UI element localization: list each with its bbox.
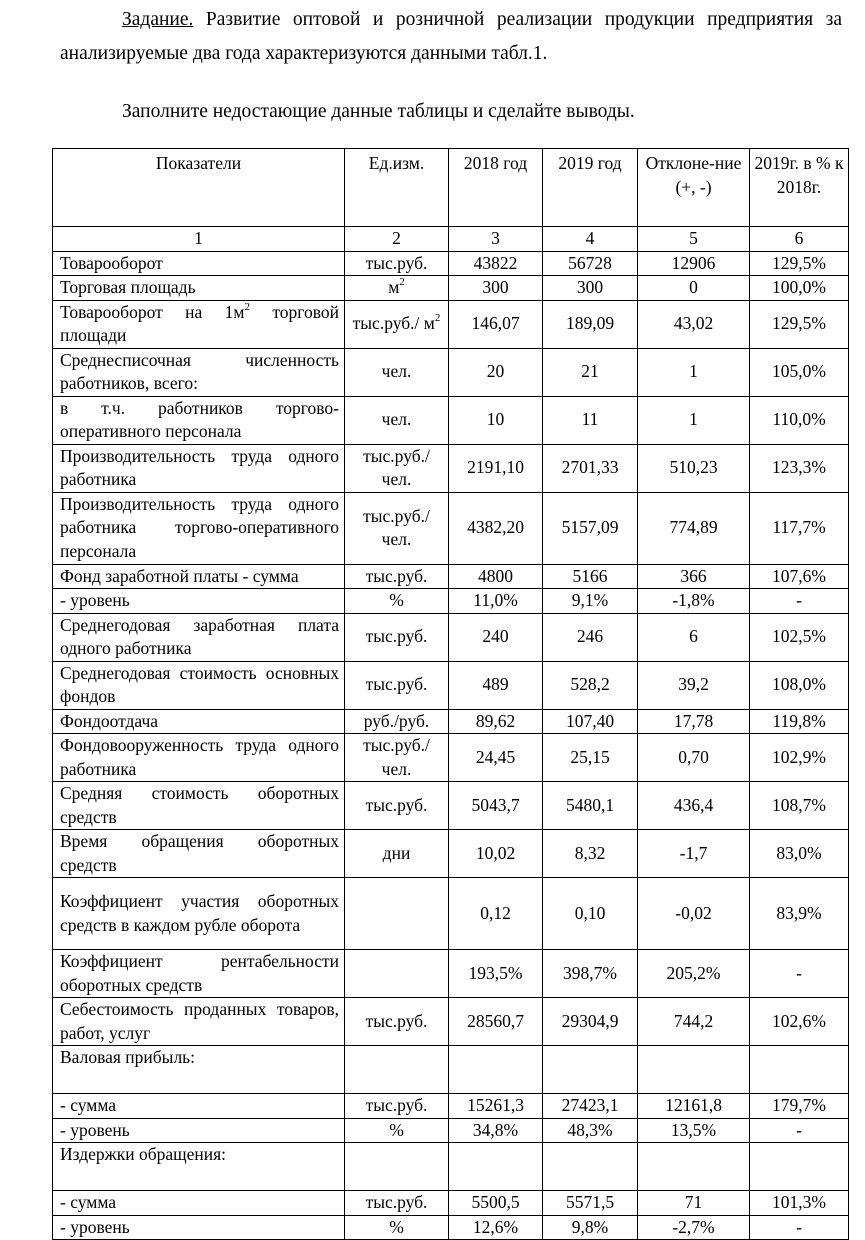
unit-cell (345, 950, 449, 998)
value-2019-cell: 9,1% (543, 589, 638, 614)
header-unit: Ед.изм. (345, 149, 449, 227)
value-2018-cell: 15261,3 (449, 1094, 543, 1119)
value-2019-cell: 246 (543, 613, 638, 661)
table-row (53, 1046, 849, 1094)
table-row (53, 661, 849, 709)
indicator-cell: Торговая площадь (53, 276, 345, 301)
value-2018-cell: 12,6% (449, 1215, 543, 1240)
value-2018-cell (449, 1046, 543, 1094)
indicator-cell: Среднегодовая стоимость основных фондов (53, 661, 345, 709)
table-row (53, 878, 849, 950)
table-row (53, 396, 849, 444)
table-row (53, 492, 849, 564)
unit-cell (345, 1046, 449, 1094)
value-2019-cell: 107,40 (543, 709, 638, 734)
unit-cell: руб./руб. (345, 709, 449, 734)
value-2019-cell (543, 1046, 638, 1094)
deviation-cell: -1,7 (638, 830, 750, 878)
value-2018-cell: 5043,7 (449, 782, 543, 830)
percent-cell: 102,6% (750, 998, 849, 1046)
percent-cell: 108,0% (750, 661, 849, 709)
value-2019-cell: 8,32 (543, 830, 638, 878)
value-2018-cell: 4800 (449, 564, 543, 589)
indicator-cell: Фондовооруженность труда одного работника (53, 734, 345, 782)
unit-cell: тыс.руб. (345, 1094, 449, 1119)
task-label: Задание. (122, 9, 194, 30)
column-number: 6 (750, 227, 849, 252)
unit-cell: % (345, 1118, 449, 1143)
table-row (53, 348, 849, 396)
value-2019-cell: 29304,9 (543, 998, 638, 1046)
deviation-cell: 744,2 (638, 998, 750, 1046)
header-2018: 2018 год (449, 149, 543, 227)
value-2018-cell: 489 (449, 661, 543, 709)
unit-cell: тыс.руб./ чел. (345, 492, 449, 564)
percent-cell: 105,0% (750, 348, 849, 396)
percent-cell: 179,7% (750, 1094, 849, 1119)
value-2018-cell: 11,0% (449, 589, 543, 614)
value-2019-cell: 0,10 (543, 878, 638, 950)
indicator-cell: - уровень (53, 589, 345, 614)
header-indicator: Показатели (53, 149, 345, 227)
table-row (53, 782, 849, 830)
percent-cell (750, 1143, 849, 1191)
value-2018-cell: 146,07 (449, 300, 543, 348)
deviation-cell: 39,2 (638, 661, 750, 709)
percent-cell: 100,0% (750, 276, 849, 301)
value-2019-cell: 27423,1 (543, 1094, 638, 1119)
deviation-cell: 510,23 (638, 444, 750, 492)
indicator-cell: Среднесписочная численность работников, всего: (53, 348, 345, 396)
deviation-cell: 205,2% (638, 950, 750, 998)
value-2019-cell: 5571,5 (543, 1191, 638, 1216)
table-row (53, 564, 849, 589)
percent-cell: 110,0% (750, 396, 849, 444)
indicator-cell: - сумма (53, 1191, 345, 1216)
percent-cell: 107,6% (750, 564, 849, 589)
percent-cell: 83,0% (750, 830, 849, 878)
table-header-row (53, 149, 849, 227)
column-number: 2 (345, 227, 449, 252)
value-2019-cell: 25,15 (543, 734, 638, 782)
deviation-cell: -0,02 (638, 878, 750, 950)
percent-cell: 108,7% (750, 782, 849, 830)
percent-cell: - (750, 950, 849, 998)
unit-cell: тыс.руб./ $м^2$ (345, 300, 449, 348)
deviation-cell (638, 1143, 750, 1191)
value-2018-cell: 89,62 (449, 709, 543, 734)
column-numbers-row (53, 227, 849, 252)
deviation-cell: 17,78 (638, 709, 750, 734)
percent-cell: 102,9% (750, 734, 849, 782)
value-2018-cell: 4382,20 (449, 492, 543, 564)
deviation-cell (638, 1046, 750, 1094)
indicator-cell: Фондоотдача (53, 709, 345, 734)
unit-cell: % (345, 1215, 449, 1240)
indicator-cell: Валовая прибыль: (53, 1046, 345, 1094)
value-2019-cell (543, 1143, 638, 1191)
header-deviation: Отклоне-ние (+, -) (638, 149, 750, 227)
value-2019-cell: 21 (543, 348, 638, 396)
value-2018-cell: 240 (449, 613, 543, 661)
column-number: 1 (53, 227, 345, 252)
table-row (53, 950, 849, 998)
value-2018-cell: 193,5% (449, 950, 543, 998)
table-row (53, 734, 849, 782)
deviation-cell: 71 (638, 1191, 750, 1216)
indicator-cell: Издержки обращения: (53, 1143, 345, 1191)
unit-cell (345, 1143, 449, 1191)
indicator-cell: Коэффициент рентабельности оборотных средств (53, 950, 345, 998)
unit-cell: чел. (345, 396, 449, 444)
indicator-cell: - сумма (53, 1094, 345, 1119)
deviation-cell: 1 (638, 348, 750, 396)
column-number: 4 (543, 227, 638, 252)
header-2019: 2019 год (543, 149, 638, 227)
table-row (53, 300, 849, 348)
value-2018-cell: 300 (449, 276, 543, 301)
value-2019-cell: 9,8% (543, 1215, 638, 1240)
percent-cell: 117,7% (750, 492, 849, 564)
value-2019-cell: 5166 (543, 564, 638, 589)
unit-cell: тыс.руб./ чел. (345, 444, 449, 492)
table-row (53, 589, 849, 614)
deviation-cell: 774,89 (638, 492, 750, 564)
deviation-cell: 12161,8 (638, 1094, 750, 1119)
unit-cell (345, 878, 449, 950)
value-2018-cell: 10,02 (449, 830, 543, 878)
indicator-cell: Средняя стоимость оборотных средств (53, 782, 345, 830)
deviation-cell: 43,02 (638, 300, 750, 348)
percent-cell: 129,5% (750, 300, 849, 348)
unit-cell: % (345, 589, 449, 614)
deviation-cell: 0 (638, 276, 750, 301)
task-text: Развитие оптовой и розничной реализации продукции предприятия за анализируемые два года характеризуются данными табл.1. (60, 9, 842, 64)
value-2019-cell: 56728 (543, 251, 638, 276)
unit-cell: тыс.руб./ чел. (345, 734, 449, 782)
indicator-cell: - уровень (53, 1118, 345, 1143)
value-2018-cell (449, 1143, 543, 1191)
percent-cell: 119,8% (750, 709, 849, 734)
deviation-cell: 6 (638, 613, 750, 661)
unit-cell: тыс.руб. (345, 613, 449, 661)
indicator-cell: Производительность труда одного работника (53, 444, 345, 492)
value-2018-cell: 10 (449, 396, 543, 444)
table-row (53, 1118, 849, 1143)
deviation-cell: 13,5% (638, 1118, 750, 1143)
value-2019-cell: 2701,33 (543, 444, 638, 492)
value-2018-cell: 28560,7 (449, 998, 543, 1046)
value-2019-cell: 528,2 (543, 661, 638, 709)
deviation-cell: 1 (638, 396, 750, 444)
percent-cell: - (750, 1118, 849, 1143)
value-2018-cell: 0,12 (449, 878, 543, 950)
table-row (53, 1143, 849, 1191)
value-2018-cell: 5500,5 (449, 1191, 543, 1216)
value-2019-cell: 5480,1 (543, 782, 638, 830)
value-2018-cell: 24,45 (449, 734, 543, 782)
unit-cell: чел. (345, 348, 449, 396)
deviation-cell: 366 (638, 564, 750, 589)
unit-cell: тыс.руб. (345, 1191, 449, 1216)
indicator-cell: Среднегодовая заработная плата одного работника (53, 613, 345, 661)
percent-cell: - (750, 589, 849, 614)
deviation-cell: 0,70 (638, 734, 750, 782)
unit-cell: дни (345, 830, 449, 878)
indicator-cell: Себестоимость проданных товаров, работ, услуг (53, 998, 345, 1046)
percent-cell (750, 1046, 849, 1094)
value-2018-cell: 43822 (449, 251, 543, 276)
percent-cell: 101,3% (750, 1191, 849, 1216)
percent-cell: 83,9% (750, 878, 849, 950)
indicator-cell: Производительность труда одного работника торгово-оперативного персонала (53, 492, 345, 564)
indicator-cell: в т.ч. работников торгово-оперативного персонала (53, 396, 345, 444)
unit-cell: тыс.руб. (345, 661, 449, 709)
table-row (53, 830, 849, 878)
column-number: 5 (638, 227, 750, 252)
header-percent: 2019г. в % к 2018г. (750, 149, 849, 227)
indicator-cell: Фонд заработной платы - сумма (53, 564, 345, 589)
percent-cell: - (750, 1215, 849, 1240)
task-paragraph (60, 3, 842, 71)
column-number: 3 (449, 227, 543, 252)
task-instruction: Заполните недостающие данные таблицы и сделайте выводы. (122, 101, 635, 122)
unit-cell: $м^2$ (345, 276, 449, 301)
indicator-cell: Товарооборот на $1м^2$ торговой площади (53, 300, 345, 348)
indicator-cell: Коэффициент участия оборотных средств в каждом рубле оборота (53, 878, 345, 950)
table-row (53, 998, 849, 1046)
value-2019-cell: 398,7% (543, 950, 638, 998)
value-2019-cell: 5157,09 (543, 492, 638, 564)
deviation-cell: -2,7% (638, 1215, 750, 1240)
table-row (53, 276, 849, 301)
value-2019-cell: 300 (543, 276, 638, 301)
table-row (53, 1094, 849, 1119)
table-row (53, 613, 849, 661)
indicator-cell: - уровень (53, 1215, 345, 1240)
unit-cell: тыс.руб. (345, 564, 449, 589)
percent-cell: 129,5% (750, 251, 849, 276)
indicator-cell: Товарооборот (53, 251, 345, 276)
indicator-cell: Время обращения оборотных средств (53, 830, 345, 878)
value-2019-cell: 48,3% (543, 1118, 638, 1143)
unit-cell: тыс.руб. (345, 998, 449, 1046)
table-row (53, 1215, 849, 1240)
indicators-table (52, 148, 849, 1240)
unit-cell: тыс.руб. (345, 782, 449, 830)
value-2019-cell: 189,09 (543, 300, 638, 348)
value-2018-cell: 20 (449, 348, 543, 396)
value-2018-cell: 2191,10 (449, 444, 543, 492)
table-row (53, 444, 849, 492)
value-2018-cell: 34,8% (449, 1118, 543, 1143)
deviation-cell: 12906 (638, 251, 750, 276)
unit-cell: тыс.руб. (345, 251, 449, 276)
table-row (53, 709, 849, 734)
value-2019-cell: 11 (543, 396, 638, 444)
table-row (53, 251, 849, 276)
table-row (53, 1191, 849, 1216)
percent-cell: 102,5% (750, 613, 849, 661)
deviation-cell: -1,8% (638, 589, 750, 614)
percent-cell: 123,3% (750, 444, 849, 492)
deviation-cell: 436,4 (638, 782, 750, 830)
